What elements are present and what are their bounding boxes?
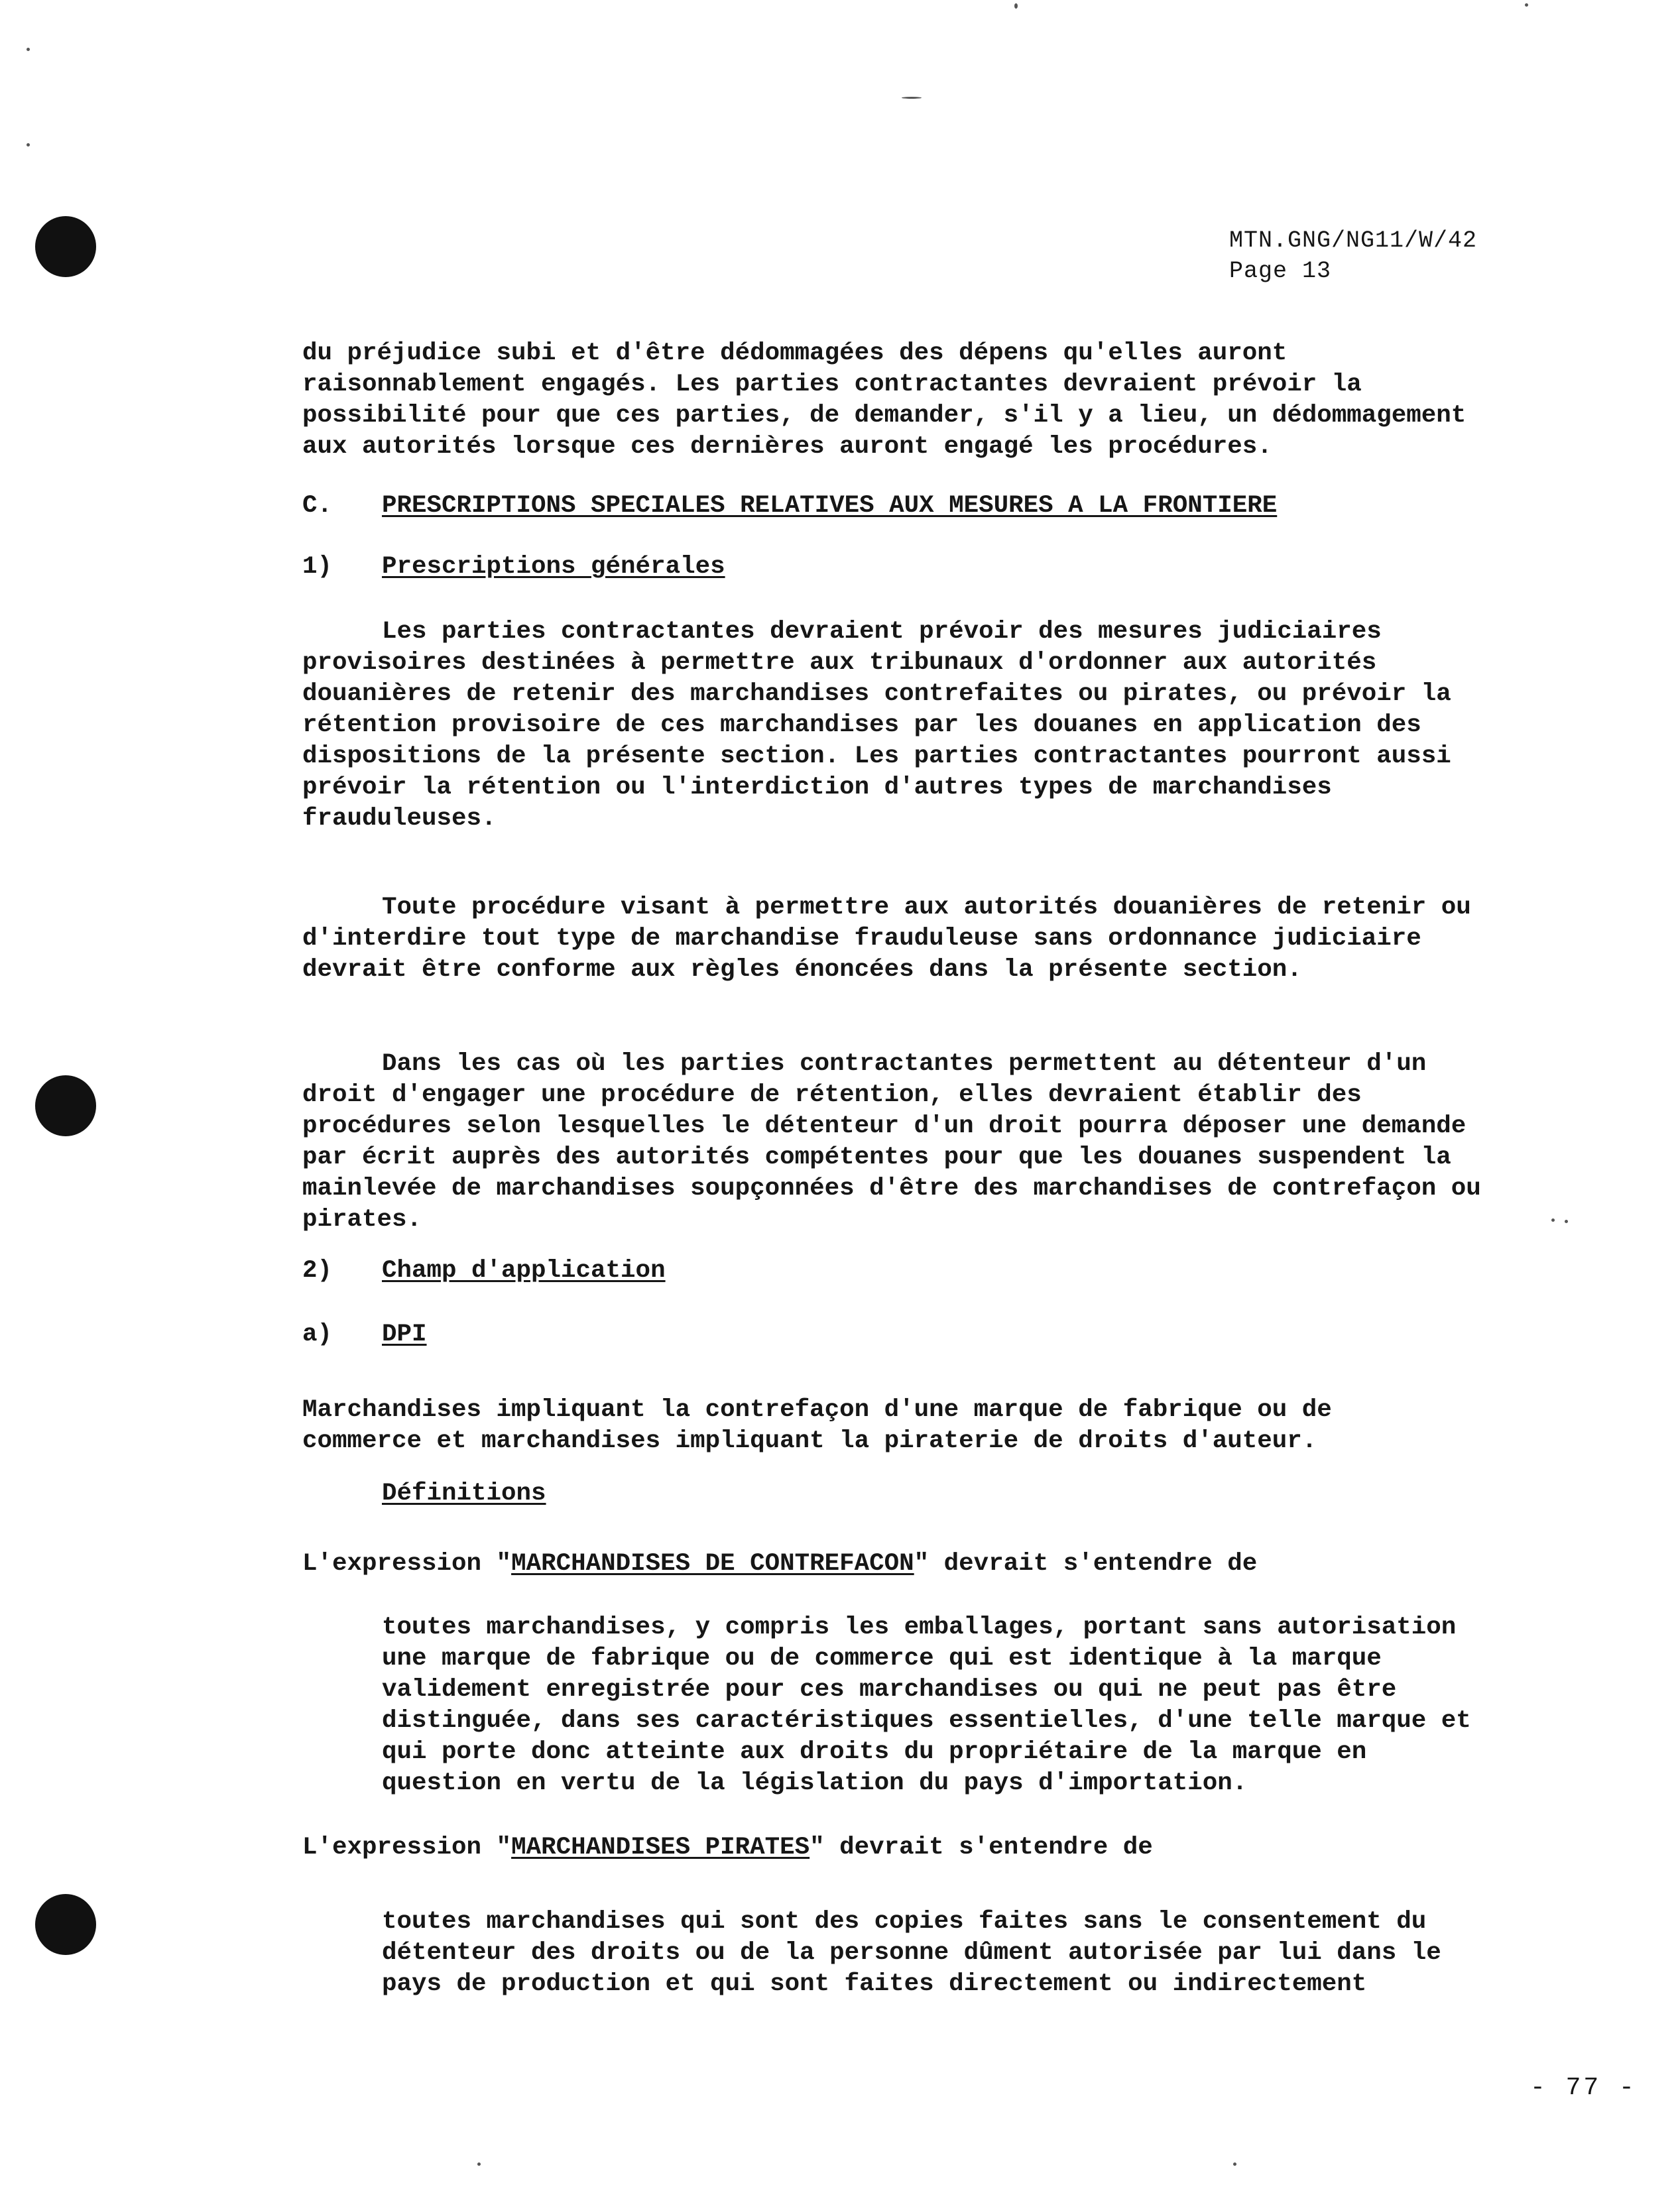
scan-speck xyxy=(1014,3,1018,9)
scan-speck xyxy=(1525,3,1528,7)
subsection-a-heading xyxy=(302,1319,427,1350)
page-number: - 77 - xyxy=(1530,2074,1637,2102)
punch-hole xyxy=(35,1075,96,1136)
paragraph: Toute procédure visant à permettre aux autorités douanières de retenir ou d'interdire tout type de marchandise frauduleuse sans ordonnance judiciaire devrait être conforme aux règles énoncées dans la présente section. xyxy=(302,894,1471,984)
document-header xyxy=(1229,225,1477,286)
subsection-number: 1) xyxy=(302,553,333,581)
definition-lead xyxy=(302,1832,1153,1864)
subsection-number: 2) xyxy=(302,1257,333,1285)
page-label: Page 13 xyxy=(1229,258,1332,284)
definition-prefix: L'expression " xyxy=(302,1834,512,1862)
scan-speck xyxy=(27,143,30,147)
scan-speck xyxy=(1565,1220,1568,1223)
subsection-title: Prescriptions générales xyxy=(382,553,725,581)
definition-lead xyxy=(302,1549,1257,1580)
section-number: C. xyxy=(302,492,333,520)
defined-term: MARCHANDISES DE CONTREFACON xyxy=(511,1550,914,1578)
definition-prefix: L'expression " xyxy=(302,1550,512,1578)
paragraph: Les parties contractantes devraient prévoir des mesures judiciaires provisoires destinées à permettre aux tribunaux d'ordonner aux autorités douanières de retenir des marchandises contrefaites ou pirates, ou prévoir la rétention provisoire de ces marchandises par les douanes en application des dispositions de la présente section. Les parties contractantes pourront aussi prévoir la rétention ou l'interdiction d'autres types de marchandises frauduleuses. xyxy=(302,618,1451,833)
subsection-2-heading xyxy=(302,1256,666,1287)
paragraph: Dans les cas où les parties contractantes permettent au détenteur d'un droit d'engager une procédure de rétention, elles devraient établir des procédures selon lesquelles le détenteur d'un droit pourra déposer une demande par écrit auprès des autorités compétentes pour que les douanes suspendent la mainlevée de marchandises soupçonnées d'être des marchandises de contrefaçon ou pirates. xyxy=(302,1050,1481,1234)
punch-hole xyxy=(35,216,96,277)
scan-speck xyxy=(477,2162,481,2166)
definition-suffix: " devrait s'entendre de xyxy=(810,1834,1153,1862)
section-c-heading xyxy=(302,491,1277,522)
scan-speck xyxy=(902,97,922,99)
punch-hole xyxy=(35,1894,96,1955)
paragraph: Marchandises impliquant la contrefaçon d'une marque de fabrique ou de commerce et marchandises impliquant la piraterie de droits d'auteur. xyxy=(302,1396,1332,1455)
subsection-number: a) xyxy=(302,1321,333,1348)
definition-text: toutes marchandises, y compris les emballages, portant sans autorisation une marque de fabrique ou de commerce qui est identique à la marque validement enregistrée pour ces marchandises ou qui ne peut pas être distinguée, dans ses caractéristiques essentielles, d'une telle marque et qui porte donc atteinte aux droits du propriétaire de la marque en question en vertu de la législation du pays d'importation. xyxy=(382,1614,1471,1797)
scan-speck xyxy=(1551,1218,1555,1222)
definition-text: toutes marchandises qui sont des copies faites sans le consentement du détenteur des droits ou de la personne dûment autorisée par lui dans le pays de production et qui sont faites directement ou indirectement xyxy=(382,1908,1441,1998)
subsection-1-heading xyxy=(302,552,725,583)
scan-speck xyxy=(1233,2162,1236,2166)
definitions-heading: Définitions xyxy=(382,1480,546,1508)
scan-speck xyxy=(27,48,30,51)
subsection-title: Champ d'application xyxy=(382,1257,666,1285)
defined-term: MARCHANDISES PIRATES xyxy=(511,1834,810,1862)
section-title: PRESCRIPTIONS SPECIALES RELATIVES AUX MESURES A LA FRONTIERE xyxy=(382,492,1278,520)
definition-suffix: " devrait s'entendre de xyxy=(914,1550,1258,1578)
document-reference: MTN.GNG/NG11/W/42 xyxy=(1229,227,1478,254)
subsection-title: DPI xyxy=(382,1321,427,1348)
intro-paragraph: du préjudice subi et d'être dédommagées des dépens qu'elles auront raisonnablement engagés. Les parties contractantes devraient prévoir la possibilité pour que ces parties, de demander, s'il y a lieu, un dédommagement aux autorités lorsque ces dernières auront engagé les procédures. xyxy=(302,339,1467,461)
